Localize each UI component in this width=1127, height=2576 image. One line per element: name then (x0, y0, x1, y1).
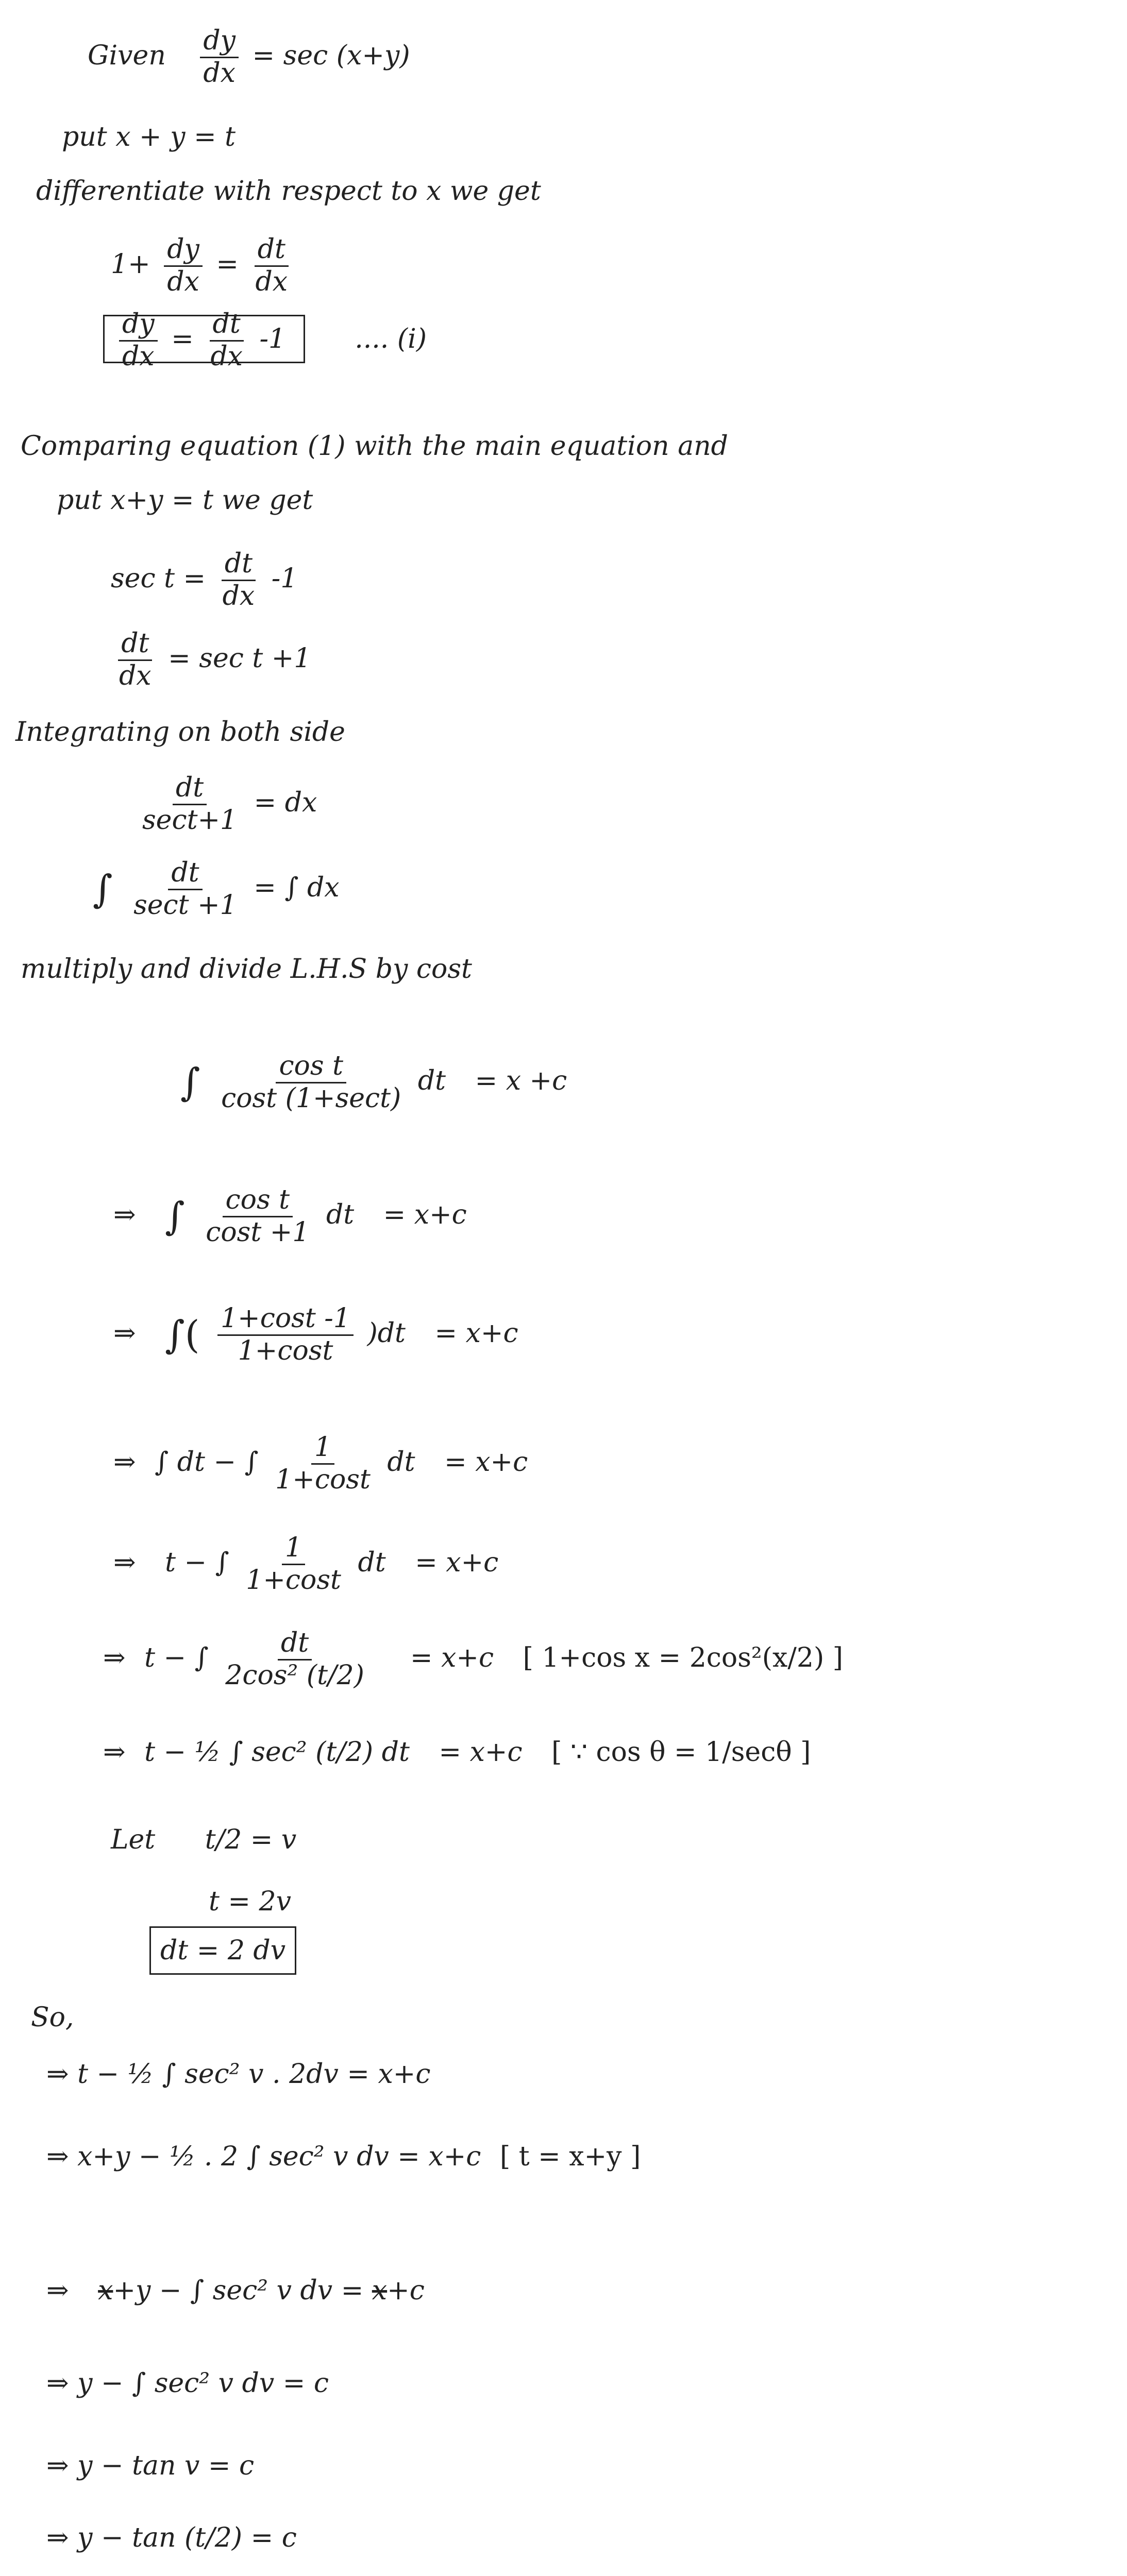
put-line: put x + y = t (62, 122, 236, 152)
differentiated-equation: 1+ $\frac{dy}{dx}$ = $\frac{dt}{dx}$ (111, 234, 288, 297)
step-3: ⇒ ∫( $\frac{1+\cos t -1}{1+\cos t}$ )dt = x+c (113, 1303, 518, 1366)
result-4: ⇒ y − ∫ sec² v dv = c (46, 2368, 329, 2399)
step-5: ⇒ t − ∫ $\frac{1}{1+\cos t}$ dt = x+c (113, 1532, 499, 1596)
dt-box: dt = 2 dv (149, 1926, 296, 1975)
dt-box-line (149, 1937, 296, 1964)
integrating-line: Integrating on both side (15, 717, 345, 748)
given-rhs: = sec (x+y) (252, 40, 410, 71)
given-label: Given (88, 40, 166, 71)
result-3: ⇒ x+y − ∫ sec² v dv = x+c (46, 2275, 425, 2306)
equation-one-tag: .... (i) (355, 323, 427, 354)
multiply-line: multiply and divide L.H.S by cost (21, 954, 472, 985)
result-1: ⇒ t − ½ ∫ sec² v . 2dv = x+c (46, 2059, 431, 2090)
integral-equation: ∫ $\frac{dt}{\sec t +1}$ = ∫ dx (93, 857, 340, 921)
cancelled-x-right: x (372, 2275, 388, 2306)
result-5: ⇒ y − tan v = c (46, 2450, 255, 2481)
given-derivative: $\frac{dy}{dx}$ (200, 26, 239, 89)
put-line-2: put x+y = t we get (57, 485, 313, 516)
reciprocal-note: [ ∵ cos θ = 1/secθ ] (551, 1737, 811, 1768)
step-4: ⇒ ∫ dt − ∫ $\frac{1}{1+\cos t}$ dt = x+c (113, 1432, 528, 1495)
sec-equation: sec t = $\frac{dt}{dx}$ -1 (111, 548, 298, 612)
substitution-note: [ t = x+y ] (499, 2141, 641, 2172)
given-line (88, 26, 410, 89)
equation-one (103, 309, 427, 372)
cancelled-x-left: x (98, 2275, 113, 2306)
comparing-line: Comparing equation (1) with the main equation and (21, 431, 728, 462)
step-7: ⇒ t − ½ ∫ sec² (t/2) dt = x+c [ ∵ cos θ = 1/secθ ] (103, 1737, 811, 1768)
equation-one-box: $\frac{dy}{dx}$ = $\frac{dt}{dx}$ -1 (103, 315, 305, 363)
separated-equation: $\frac{dt}{\sec t+1}$ = dx (142, 772, 317, 836)
differentiate-line: differentiate with respect to x we get (36, 176, 541, 207)
t-equals-2v: t = 2v (209, 1886, 291, 1917)
so-label: So, (31, 2002, 74, 2033)
dtdx-equation: $\frac{dt}{dx}$ = sec t +1 (119, 628, 311, 691)
result-6: ⇒ y − tan (t/2) = c (46, 2522, 297, 2553)
step-2: ⇒ ∫ $\frac{\text{cos t}}{\cos t +1}$ dt = x+c (113, 1184, 467, 1248)
result-2: ⇒ x+y − ½ . 2 ∫ sec² v dv = x+c [ t = x+y ] (46, 2141, 641, 2172)
step-6: ⇒ t − ∫ $\frac{dt}{\text{2cos² (t/2)}}$ = x+c [ 1+cos x = 2cos²(x/2) ] (103, 1628, 844, 1691)
step-1: ∫ $\frac{\text{cos t}}{\cos t (1+\sec t)}$ dt = x +c (180, 1050, 567, 1114)
identity-note: [ 1+cos x = 2cos²(x/2) ] (523, 1642, 844, 1673)
let-line: Let t/2 = v (111, 1824, 297, 1855)
